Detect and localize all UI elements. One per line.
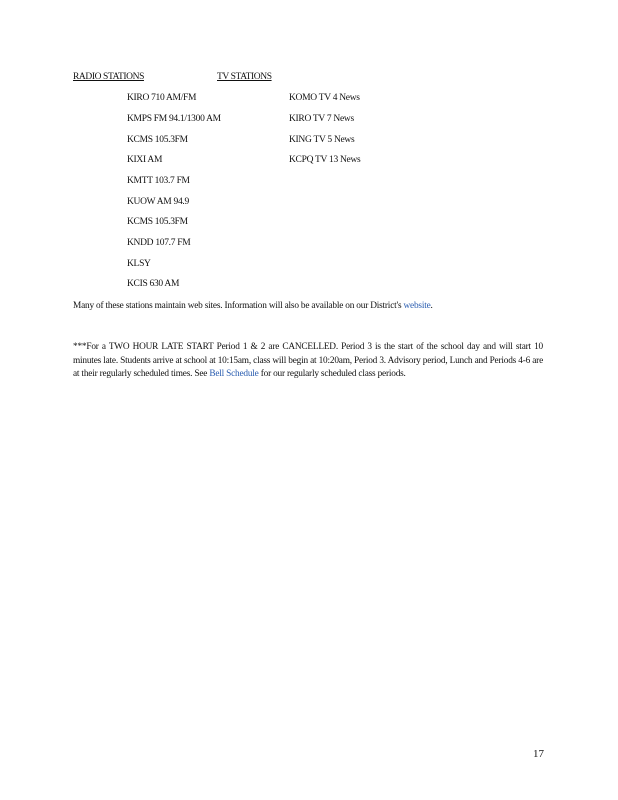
tv-station-item: KOMO TV 4 News (289, 93, 360, 103)
tv-station-item: KING TV 5 News (289, 135, 355, 145)
radio-station-item: KCMS 105.3FM (127, 217, 188, 227)
radio-stations-heading: RADIO STATIONS (73, 72, 144, 82)
radio-station-item: KIXI AM (127, 155, 163, 165)
websites-text: Many of these stations maintain web sites. Information will also be available on our District's (73, 301, 404, 311)
websites-paragraph (73, 300, 543, 314)
late-start-paragraph (73, 341, 543, 382)
radio-station-item: KUOW AM 94.9 (127, 197, 189, 207)
radio-station-item: KLSY (127, 259, 151, 269)
radio-station-item: KCIS 630 AM (127, 279, 180, 289)
tv-stations-heading: TV STATIONS (217, 72, 272, 82)
radio-station-item: KMPS FM 94.1/1300 AM (127, 114, 221, 124)
website-link[interactable]: website (403, 301, 431, 311)
page-number: 17 (533, 748, 544, 760)
radio-station-item: KMTT 103.7 FM (127, 176, 190, 186)
tv-station-item: KCPQ TV 13 News (289, 155, 361, 165)
websites-end: . (430, 301, 433, 311)
late-start-text: ***For a TWO HOUR LATE START Period 1 & 2 are CANCELLED. Period 3 is the start of the school day and will start 10 minutes late. Students arrive at school at 10:15am, class will begin at 10:20am, Period 3. Advisory period, Lunch and Periods 4-6 are at their regularly scheduled times. See (73, 342, 543, 379)
radio-station-item: KNDD 107.7 FM (127, 238, 191, 248)
late-start-text-end: for our regularly scheduled class periods. (258, 369, 406, 379)
bell-schedule-link[interactable]: Bell Schedule (209, 369, 259, 379)
tv-station-item: KIRO TV 7 News (289, 114, 354, 124)
radio-station-item: KIRO 710 AM/FM (127, 93, 197, 103)
radio-station-item: KCMS 105.3FM (127, 135, 188, 145)
